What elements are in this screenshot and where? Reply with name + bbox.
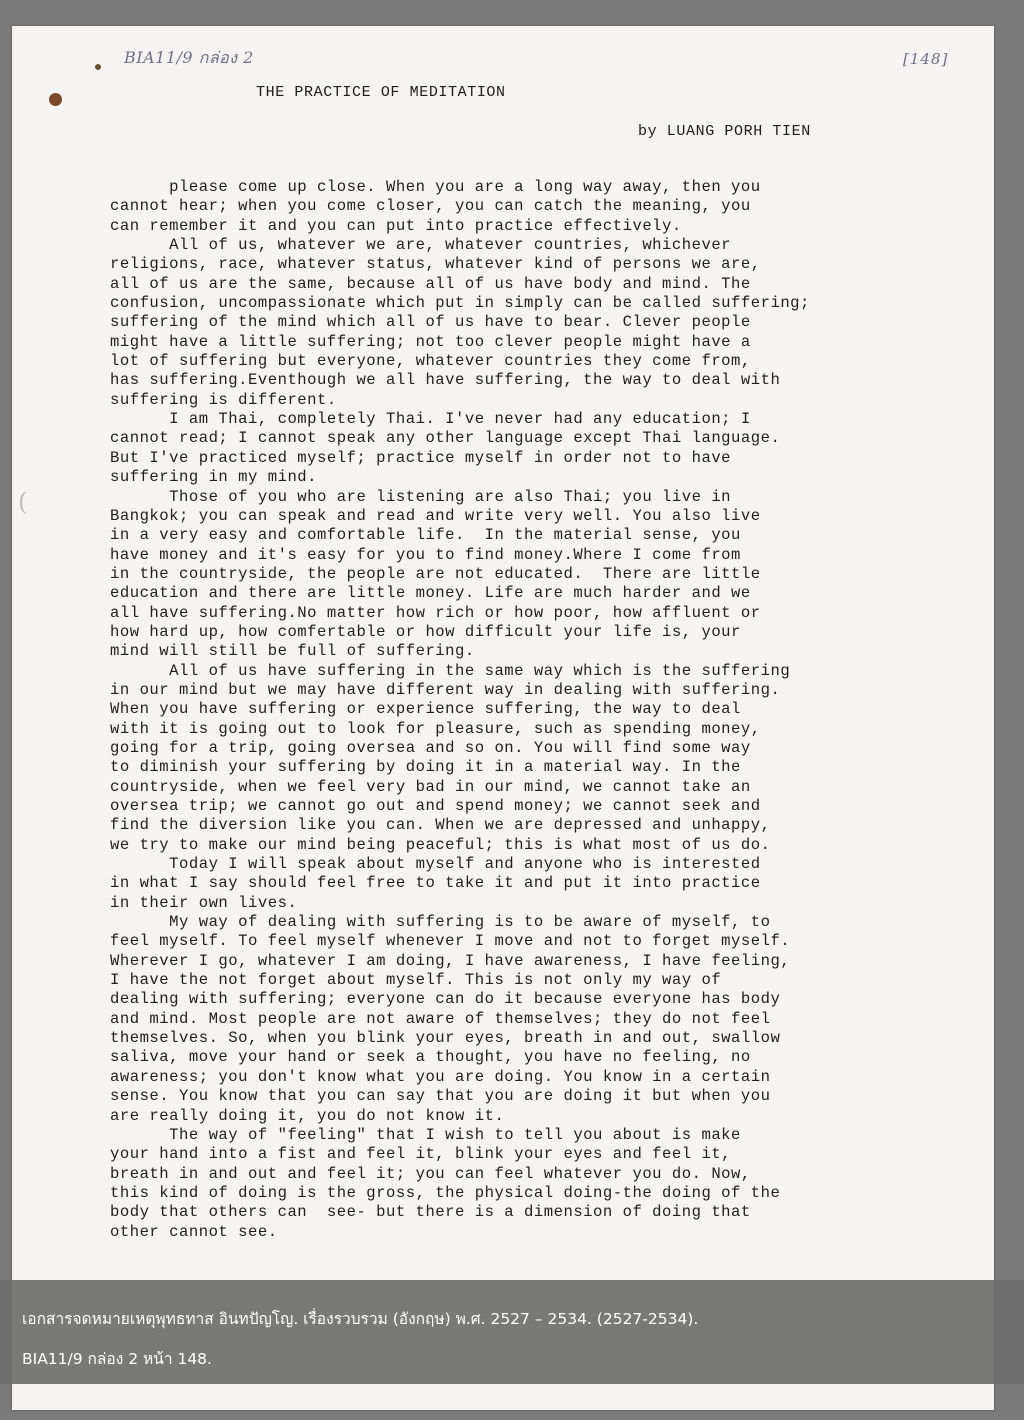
text-line: suffering is different. (110, 390, 337, 409)
text-line: we try to make our mind being peaceful; this is what most of us do. (110, 835, 771, 854)
text-line: dealing with suffering; everyone can do it because everyone has body (110, 990, 781, 1009)
text-line: find the diversion like you can. When we are depressed and unhappy, (110, 816, 771, 835)
text-line: in the countryside, the people are not educated. There are little (110, 564, 761, 583)
text-line: sense. You know that you can say that you are doing it but when you (110, 1087, 771, 1106)
text-line: this kind of doing is the gross, the physical doing-the doing of the (110, 1183, 781, 1202)
text-line: Those of you who are listening are also Thai; you live in (110, 487, 732, 506)
text-line: mind will still be full of suffering. (110, 642, 475, 661)
stain-spot (95, 64, 101, 70)
text-line: are really doing it, you do not know it. (110, 1106, 505, 1125)
document-byline: by LUANG PORH TIEN (638, 123, 811, 140)
text-line: suffering in my mind. (110, 468, 318, 487)
text-line: saliva, move your hand or seek a thought, you have no feeling, no (110, 1048, 751, 1067)
text-line: can remember it and you can put into practice effectively. (110, 216, 682, 235)
text-line: breath in and out and feel it; you can feel whatever you do. Now, (110, 1164, 751, 1183)
text-line: to diminish your suffering by doing it in a material way. In the (110, 758, 741, 777)
text-line: But I've practiced myself; practice myself in order not to have (110, 448, 732, 467)
text-line: might have a little suffering; not too clever people might have a (110, 332, 751, 351)
stain-spot (49, 93, 62, 106)
text-line: awareness; you don't know what you are doing. You know in a certain (110, 1067, 771, 1086)
text-line: My way of dealing with suffering is to be aware of myself, to (110, 913, 771, 932)
text-line: I am Thai, completely Thai. I've never had any education; I (110, 410, 751, 429)
handwritten-reference: BIA11/9 กล่อง 2 (124, 48, 254, 67)
caption-bar (0, 1280, 1024, 1384)
text-line: oversea trip; we cannot go out and spend money; we cannot seek and (110, 797, 761, 815)
text-line: All of us, whatever we are, whatever countries, whichever (110, 236, 732, 255)
text-line: countryside, when we feel very bad in our mind, we cannot take an (110, 777, 751, 796)
text-line: cannot hear; when you come closer, you can catch the meaning, you (110, 197, 751, 216)
text-line: in their own lives. (110, 893, 298, 912)
text-line: Bangkok; you can speak and read and write very well. You also live (110, 506, 761, 525)
text-line: education and there are little money. Life are much harder and we (110, 584, 751, 603)
text-line: suffering of the mind which all of us have to bear. Clever people (110, 313, 751, 332)
text-line: how hard up, how comfertable or how difficult your life is, your (110, 622, 741, 641)
caption-title: เอกสารจดหมายเหตุพุทธทาส อินทปัญโญ. เรื่องรวบรวม (อังกฤษ) พ.ศ. 2527 – 2534. (2527-2534). (22, 1310, 699, 1328)
text-line: Wherever I go, whatever I am doing, I have awareness, I have feeling, (110, 951, 791, 970)
text-line: religions, race, whatever status, whatever kind of persons we are, (110, 255, 761, 274)
text-line: all of us are the same, because all of us have body and mind. The (110, 274, 751, 293)
text-line: please come up close. When you are a long way away, then you (110, 178, 761, 196)
caption-reference: BIA11/9 กล่อง 2 หน้า 148. (22, 1350, 212, 1368)
text-line: cannot read; I cannot speak any other language except Thai language. (110, 429, 781, 448)
text-line: feel myself. To feel myself whenever I move and not to forget myself. (110, 932, 791, 951)
text-line: have money and it's easy for you to find money.Where I come from (110, 545, 741, 564)
document-body (110, 178, 980, 1242)
text-line: in what I say should feel free to take it and put it into practice (110, 874, 761, 893)
text-line: Today I will speak about myself and anyone who is interested (110, 855, 761, 874)
margin-mark: ( (18, 488, 28, 516)
text-line: other cannot see. (110, 1222, 278, 1241)
text-line: has suffering.Eventhough we all have suffering, the way to deal with (110, 371, 781, 390)
text-line: in our mind but we may have different way in dealing with suffering. (110, 680, 781, 699)
text-line: and mind. Most people are not aware of themselves; they do not feel (110, 1009, 771, 1028)
text-line: I have the not forget about myself. This is not only my way of (110, 971, 722, 990)
text-line: going for a trip, going oversea and so on. You will find some way (110, 738, 751, 757)
text-line: The way of "feeling" that I wish to tell you about is make (110, 1125, 741, 1144)
text-line: body that others can see- but there is a dimension of doing that (110, 1203, 751, 1222)
text-line: When you have suffering or experience suffering, the way to deal (110, 700, 741, 719)
text-line: All of us have suffering in the same way which is the suffering (110, 661, 791, 680)
text-line: confusion, uncompassionate which put in simply can be called suffering; (110, 294, 810, 313)
text-line: themselves. So, when you blink your eyes, breath in and out, swallow (110, 1029, 781, 1048)
text-line: your hand into a fist and feel it, blink your eyes and feel it, (110, 1145, 732, 1164)
text-line: with it is going out to look for pleasure, such as spending money, (110, 719, 761, 738)
text-line: in a very easy and comfortable life. In the material sense, you (110, 526, 741, 545)
document-title: THE PRACTICE OF MEDITATION (256, 84, 506, 101)
text-line: all have suffering.No matter how rich or how poor, how affluent or (110, 603, 761, 622)
handwritten-page-number: [148] (903, 50, 949, 68)
text-line: lot of suffering but everyone, whatever countries they come from, (110, 352, 751, 371)
